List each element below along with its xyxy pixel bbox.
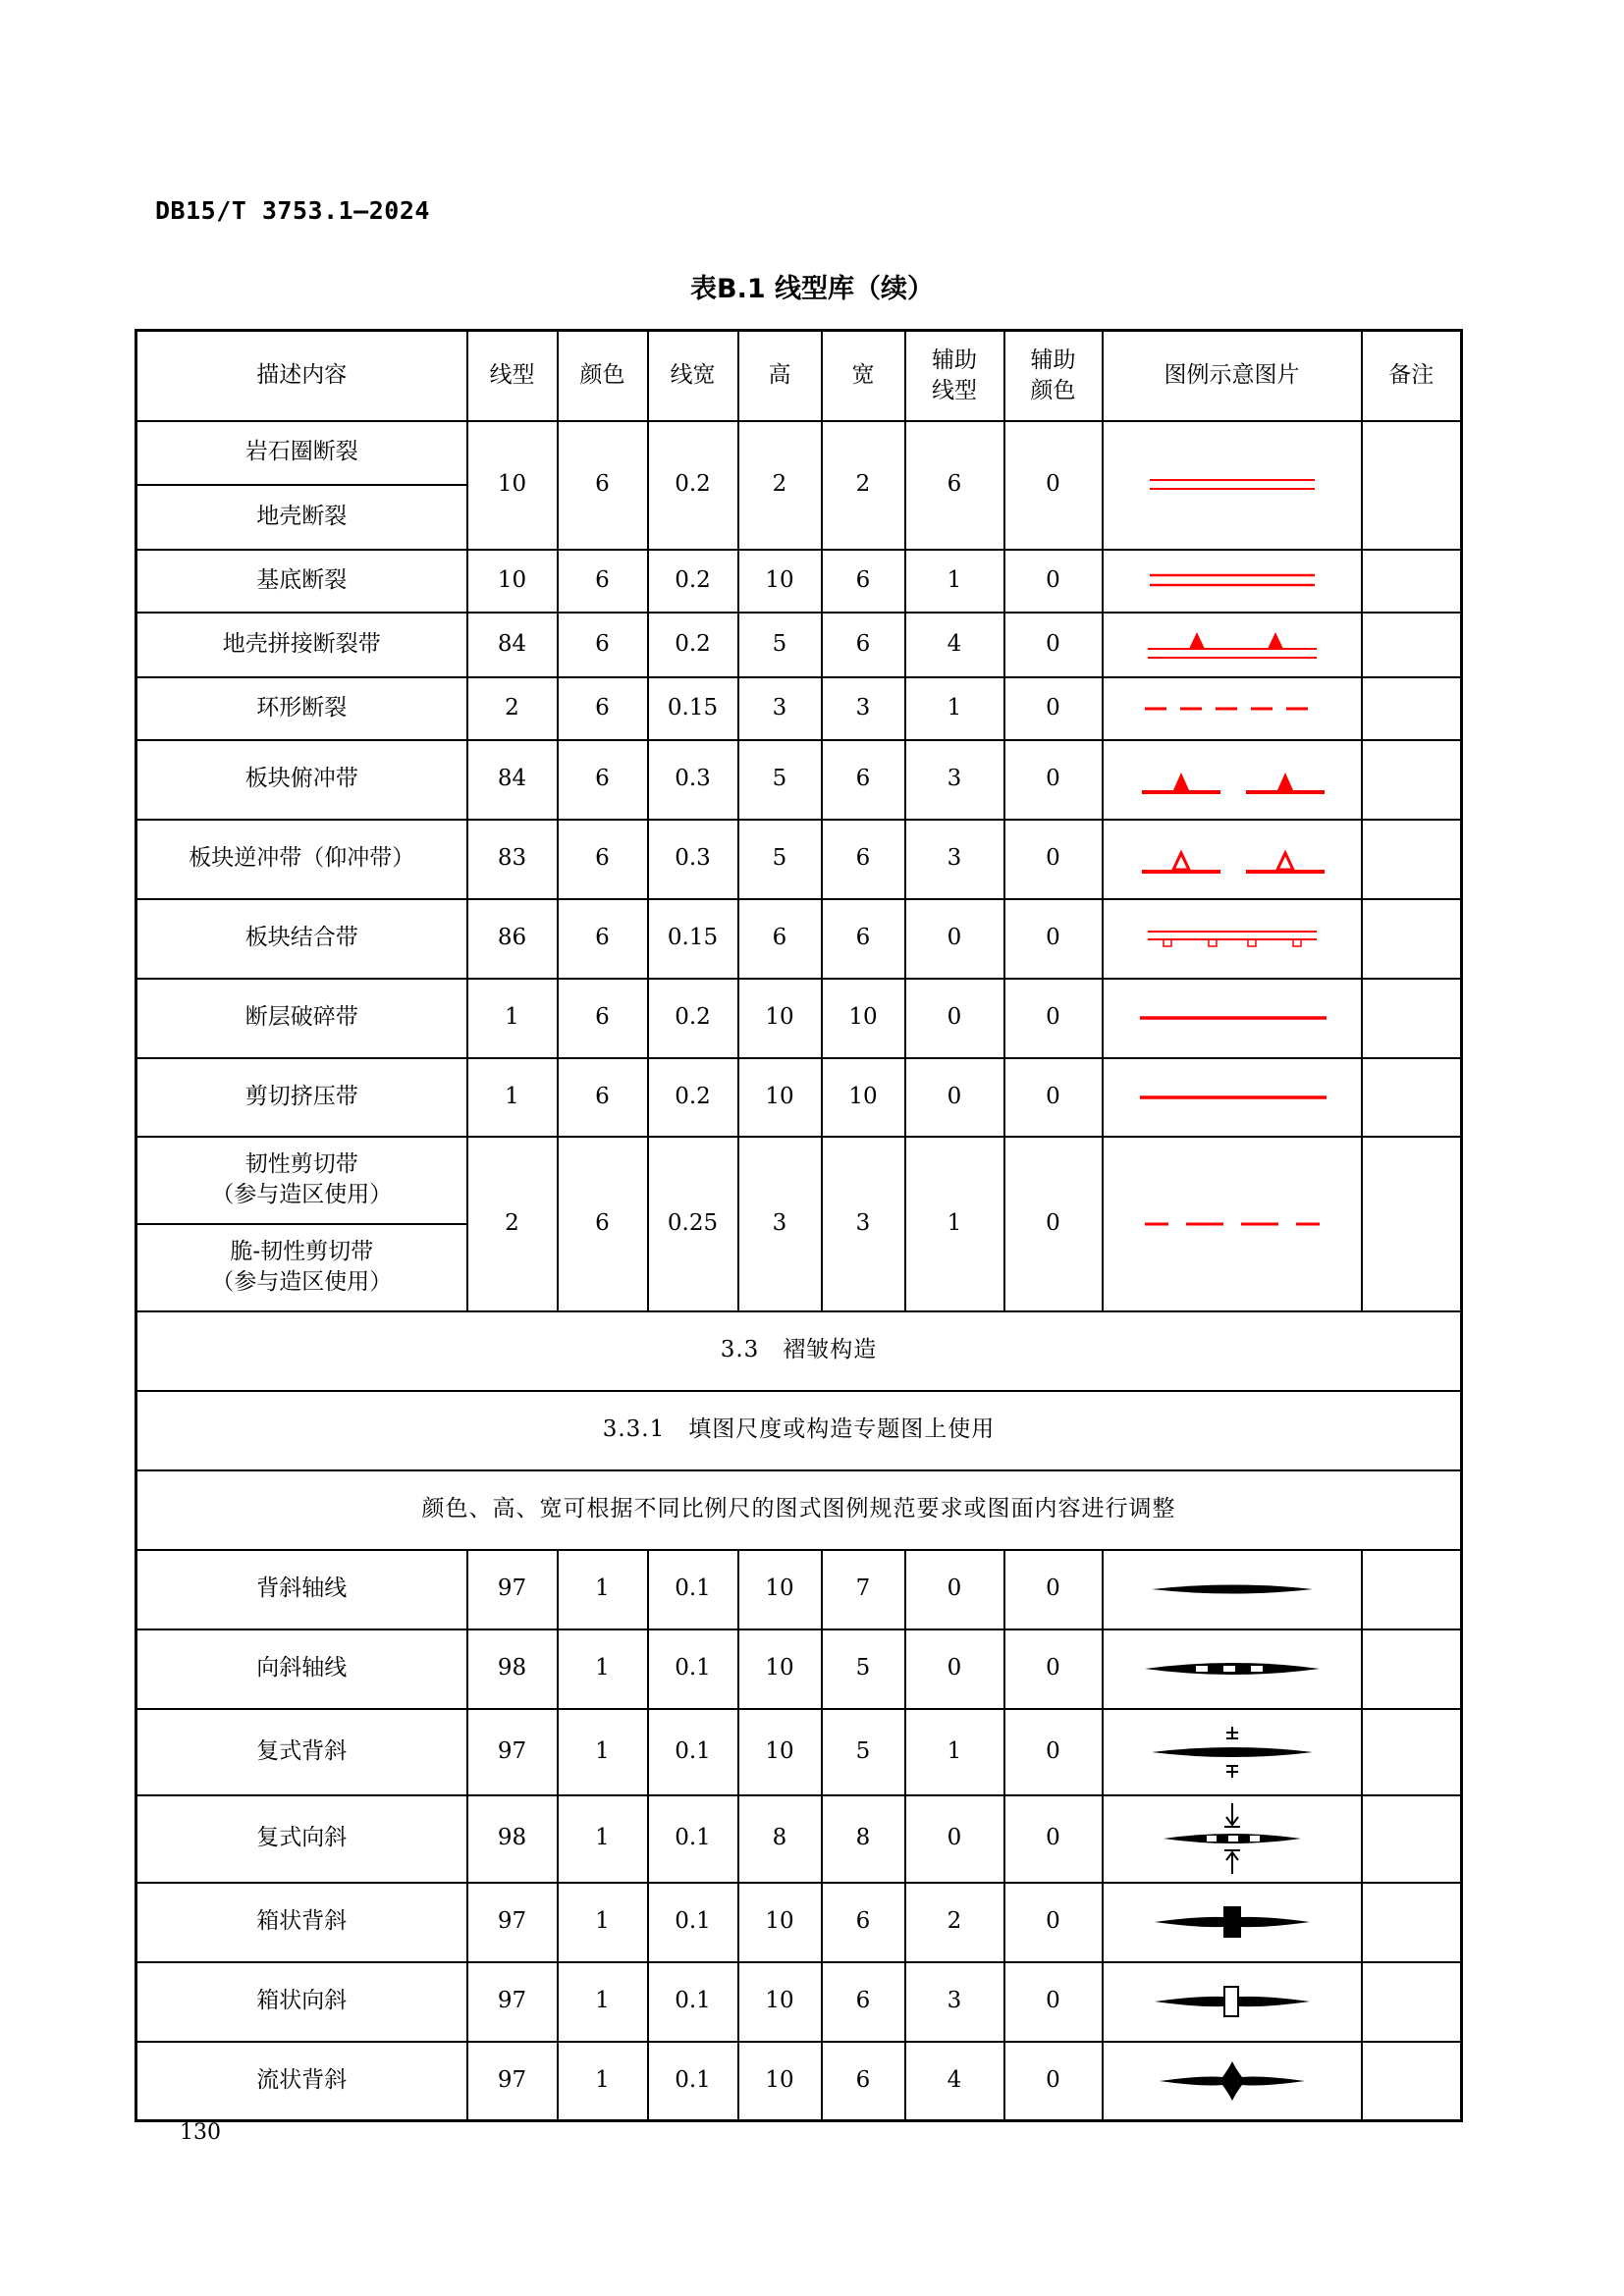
- cell-line-width: 0.3: [648, 740, 738, 820]
- cell-color: 6: [558, 979, 648, 1058]
- row-name: 复式背斜: [136, 1709, 467, 1795]
- cell-aux-line-type: 4: [905, 613, 1004, 677]
- row-name: 板块逆冲带（仰冲带）: [136, 820, 467, 899]
- cell-height: 10: [738, 550, 822, 613]
- row-name: 箱状背斜: [136, 1883, 467, 1962]
- table-row: [136, 1058, 1462, 1137]
- table-row: [136, 1795, 1462, 1883]
- table-row: [136, 613, 1462, 677]
- legend-red-dashed-line: [1103, 677, 1362, 740]
- cell-line-width: 0.15: [648, 899, 738, 979]
- cell-color: 1: [558, 1550, 648, 1629]
- cell-aux-color: 0: [1004, 899, 1103, 979]
- cell-remark: [1362, 1709, 1462, 1795]
- col-header-height: 高: [738, 331, 822, 421]
- cell-width: 6: [822, 1883, 905, 1962]
- cell-line-width: 0.25: [648, 1137, 738, 1311]
- row-name: 板块俯冲带: [136, 740, 467, 820]
- cell-aux-line-type: 0: [905, 1550, 1004, 1629]
- legend-box-syncline: [1103, 1962, 1362, 2042]
- cell-aux-line-type: 3: [905, 1962, 1004, 2042]
- cell-line-type: 97: [467, 1709, 558, 1795]
- cell-aux-line-type: 1: [905, 1709, 1004, 1795]
- col-header-aux-line-type: 辅助 线型: [905, 331, 1004, 421]
- cell-aux-color: 0: [1004, 421, 1103, 550]
- cell-width: 6: [822, 2042, 905, 2121]
- cell-color: 1: [558, 1709, 648, 1795]
- cell-line-width: 0.2: [648, 421, 738, 550]
- legend-compound-syncline: [1103, 1795, 1362, 1883]
- col-header-remark: 备注: [1362, 331, 1462, 421]
- col-header-legend: 图例示意图片: [1103, 331, 1362, 421]
- cell-remark: [1362, 820, 1462, 899]
- document-code: DB15/T 3753.1—2024: [155, 196, 430, 225]
- cell-line-width: 0.1: [648, 2042, 738, 2121]
- cell-color: 6: [558, 740, 648, 820]
- cell-aux-line-type: 3: [905, 820, 1004, 899]
- cell-height: 5: [738, 820, 822, 899]
- legend-solid-red-line: [1103, 1058, 1362, 1137]
- cell-line-width: 0.1: [648, 1709, 738, 1795]
- cell-color: 6: [558, 899, 648, 979]
- cell-aux-color: 0: [1004, 1962, 1103, 2042]
- section-heading-fold: 3.3 褶皱构造: [136, 1311, 1462, 1391]
- table-row: [136, 1962, 1462, 2042]
- section-row: [136, 1391, 1462, 1470]
- row-name: 向斜轴线: [136, 1629, 467, 1709]
- table-row: [136, 421, 1462, 485]
- table-row: [136, 1137, 1462, 1224]
- col-header-line-width: 线宽: [648, 331, 738, 421]
- cell-line-width: 0.15: [648, 677, 738, 740]
- cell-aux-color: 0: [1004, 1058, 1103, 1137]
- legend-compound-anticline: [1103, 1709, 1362, 1795]
- cell-width: 6: [822, 1962, 905, 2042]
- cell-height: 10: [738, 1962, 822, 2042]
- table-header-row: [136, 331, 1462, 421]
- row-name: 环形断裂: [136, 677, 467, 740]
- line-type-table: [135, 329, 1463, 2122]
- cell-color: 1: [558, 1629, 648, 1709]
- cell-remark: [1362, 2042, 1462, 2121]
- cell-width: 6: [822, 550, 905, 613]
- cell-width: 8: [822, 1795, 905, 1883]
- cell-line-width: 0.1: [648, 1962, 738, 2042]
- cell-line-width: 0.1: [648, 1883, 738, 1962]
- cell-aux-color: 0: [1004, 979, 1103, 1058]
- cell-height: 10: [738, 1550, 822, 1629]
- cell-width: 3: [822, 1137, 905, 1311]
- cell-height: 10: [738, 1709, 822, 1795]
- cell-height: 10: [738, 1058, 822, 1137]
- cell-line-type: 10: [467, 550, 558, 613]
- cell-height: 8: [738, 1795, 822, 1883]
- cell-height: 5: [738, 740, 822, 820]
- cell-remark: [1362, 1550, 1462, 1629]
- cell-remark: [1362, 613, 1462, 677]
- table-row: [136, 979, 1462, 1058]
- cell-line-width: 0.2: [648, 1058, 738, 1137]
- cell-color: 1: [558, 1883, 648, 1962]
- cell-color: 1: [558, 1795, 648, 1883]
- cell-width: 6: [822, 613, 905, 677]
- cell-remark: [1362, 1962, 1462, 2042]
- cell-height: 5: [738, 613, 822, 677]
- cell-height: 10: [738, 979, 822, 1058]
- cell-aux-line-type: 0: [905, 979, 1004, 1058]
- cell-height: 10: [738, 1883, 822, 1962]
- cell-width: 2: [822, 421, 905, 550]
- cell-color: 1: [558, 1962, 648, 2042]
- cell-aux-color: 0: [1004, 1629, 1103, 1709]
- row-name: 流状背斜: [136, 2042, 467, 2121]
- page-number: 130: [180, 2120, 221, 2145]
- cell-line-type: 2: [467, 677, 558, 740]
- cell-color: 6: [558, 613, 648, 677]
- cell-remark: [1362, 740, 1462, 820]
- cell-remark: [1362, 899, 1462, 979]
- cell-line-type: 84: [467, 613, 558, 677]
- row-name: 韧性剪切带 （参与造区使用）: [136, 1137, 467, 1224]
- cell-aux-color: 0: [1004, 820, 1103, 899]
- cell-aux-color: 0: [1004, 1883, 1103, 1962]
- cell-width: 7: [822, 1550, 905, 1629]
- legend-red-long-dashed-line: [1103, 1137, 1362, 1311]
- cell-aux-line-type: 1: [905, 550, 1004, 613]
- legend-solid-red-line: [1103, 979, 1362, 1058]
- legend-double-red-line: [1103, 421, 1362, 550]
- cell-remark: [1362, 550, 1462, 613]
- cell-aux-line-type: 0: [905, 899, 1004, 979]
- cell-line-type: 98: [467, 1795, 558, 1883]
- cell-width: 3: [822, 677, 905, 740]
- cell-aux-color: 0: [1004, 550, 1103, 613]
- cell-width: 5: [822, 1709, 905, 1795]
- row-name: 基底断裂: [136, 550, 467, 613]
- col-header-width: 宽: [822, 331, 905, 421]
- cell-height: 3: [738, 1137, 822, 1311]
- cell-line-width: 0.2: [648, 613, 738, 677]
- cell-color: 6: [558, 820, 648, 899]
- cell-line-type: 10: [467, 421, 558, 550]
- cell-aux-color: 0: [1004, 1550, 1103, 1629]
- cell-aux-line-type: 6: [905, 421, 1004, 550]
- legend-box-anticline: [1103, 1883, 1362, 1962]
- row-name: 地壳断裂: [136, 485, 467, 550]
- cell-aux-line-type: 3: [905, 740, 1004, 820]
- cell-aux-color: 0: [1004, 740, 1103, 820]
- legend-syncline-axis: [1103, 1629, 1362, 1709]
- cell-aux-color: 0: [1004, 2042, 1103, 2121]
- cell-color: 6: [558, 421, 648, 550]
- cell-height: 3: [738, 677, 822, 740]
- cell-line-width: 0.3: [648, 820, 738, 899]
- row-name: 箱状向斜: [136, 1962, 467, 2042]
- table-row: [136, 2042, 1462, 2121]
- cell-color: 6: [558, 1137, 648, 1311]
- table-row: [136, 550, 1462, 613]
- cell-aux-line-type: 0: [905, 1629, 1004, 1709]
- cell-remark: [1362, 1883, 1462, 1962]
- section-row: [136, 1470, 1462, 1550]
- legend-solid-triangle-segments: [1103, 740, 1362, 820]
- legend-flow-anticline: [1103, 2042, 1362, 2121]
- cell-line-width: 0.2: [648, 550, 738, 613]
- cell-line-type: 97: [467, 1550, 558, 1629]
- section-subheading: 3.3.1 填图尺度或构造专题图上使用: [136, 1391, 1462, 1470]
- legend-hollow-triangle-segments: [1103, 820, 1362, 899]
- cell-aux-line-type: 0: [905, 1795, 1004, 1883]
- table-title: 表B.1 线型库（续）: [689, 274, 935, 304]
- row-name: 背斜轴线: [136, 1550, 467, 1629]
- table-row: [136, 1550, 1462, 1629]
- legend-double-line-with-triangles: [1103, 613, 1362, 677]
- col-header-line-type: 线型: [467, 331, 558, 421]
- cell-aux-color: 0: [1004, 1709, 1103, 1795]
- cell-aux-line-type: 1: [905, 677, 1004, 740]
- table-row: [136, 820, 1462, 899]
- cell-remark: [1362, 1629, 1462, 1709]
- cell-line-type: 1: [467, 979, 558, 1058]
- col-header-description: 描述内容: [136, 331, 467, 421]
- table-row: [136, 677, 1462, 740]
- cell-color: 1: [558, 2042, 648, 2121]
- cell-width: 6: [822, 899, 905, 979]
- cell-line-width: 0.1: [648, 1550, 738, 1629]
- row-name: 断层破碎带: [136, 979, 467, 1058]
- cell-width: 10: [822, 979, 905, 1058]
- cell-line-width: 0.1: [648, 1795, 738, 1883]
- table-row: [136, 899, 1462, 979]
- cell-remark: [1362, 677, 1462, 740]
- cell-line-type: 2: [467, 1137, 558, 1311]
- cell-height: 2: [738, 421, 822, 550]
- section-row: [136, 1311, 1462, 1391]
- cell-remark: [1362, 421, 1462, 550]
- cell-height: 6: [738, 899, 822, 979]
- cell-height: 10: [738, 1629, 822, 1709]
- cell-remark: [1362, 1137, 1462, 1311]
- cell-line-type: 83: [467, 820, 558, 899]
- cell-height: 10: [738, 2042, 822, 2121]
- table-row: [136, 1629, 1462, 1709]
- cell-line-type: 1: [467, 1058, 558, 1137]
- cell-line-type: 86: [467, 899, 558, 979]
- cell-color: 6: [558, 1058, 648, 1137]
- cell-width: 6: [822, 740, 905, 820]
- row-name: 岩石圈断裂: [136, 421, 467, 485]
- cell-remark: [1362, 1058, 1462, 1137]
- cell-aux-color: 0: [1004, 613, 1103, 677]
- cell-aux-line-type: 0: [905, 1058, 1004, 1137]
- cell-remark: [1362, 979, 1462, 1058]
- cell-line-type: 84: [467, 740, 558, 820]
- cell-line-width: 0.2: [648, 979, 738, 1058]
- legend-anticline-axis: [1103, 1550, 1362, 1629]
- cell-line-type: 97: [467, 1962, 558, 2042]
- col-header-color: 颜色: [558, 331, 648, 421]
- cell-color: 6: [558, 550, 648, 613]
- row-name: 板块结合带: [136, 899, 467, 979]
- cell-aux-line-type: 4: [905, 2042, 1004, 2121]
- cell-color: 6: [558, 677, 648, 740]
- row-name: 脆-韧性剪切带 （参与造区使用）: [136, 1224, 467, 1311]
- table-row: [136, 740, 1462, 820]
- cell-aux-color: 0: [1004, 677, 1103, 740]
- section-note: 颜色、高、宽可根据不同比例尺的图式图例规范要求或图面内容进行调整: [136, 1470, 1462, 1550]
- legend-double-red-line-wide: [1103, 550, 1362, 613]
- cell-aux-line-type: 1: [905, 1137, 1004, 1311]
- table-row: [136, 1709, 1462, 1795]
- row-name: 地壳拼接断裂带: [136, 613, 467, 677]
- cell-line-type: 98: [467, 1629, 558, 1709]
- legend-double-line-with-ticks: [1103, 899, 1362, 979]
- table-row: [136, 1883, 1462, 1962]
- row-name: 复式向斜: [136, 1795, 467, 1883]
- cell-aux-line-type: 2: [905, 1883, 1004, 1962]
- cell-remark: [1362, 1795, 1462, 1883]
- cell-aux-color: 0: [1004, 1795, 1103, 1883]
- cell-width: 6: [822, 820, 905, 899]
- cell-width: 10: [822, 1058, 905, 1137]
- cell-line-type: 97: [467, 2042, 558, 2121]
- cell-line-width: 0.1: [648, 1629, 738, 1709]
- cell-line-type: 97: [467, 1883, 558, 1962]
- col-header-aux-color: 辅助 颜色: [1004, 331, 1103, 421]
- cell-width: 5: [822, 1629, 905, 1709]
- row-name: 剪切挤压带: [136, 1058, 467, 1137]
- cell-aux-color: 0: [1004, 1137, 1103, 1311]
